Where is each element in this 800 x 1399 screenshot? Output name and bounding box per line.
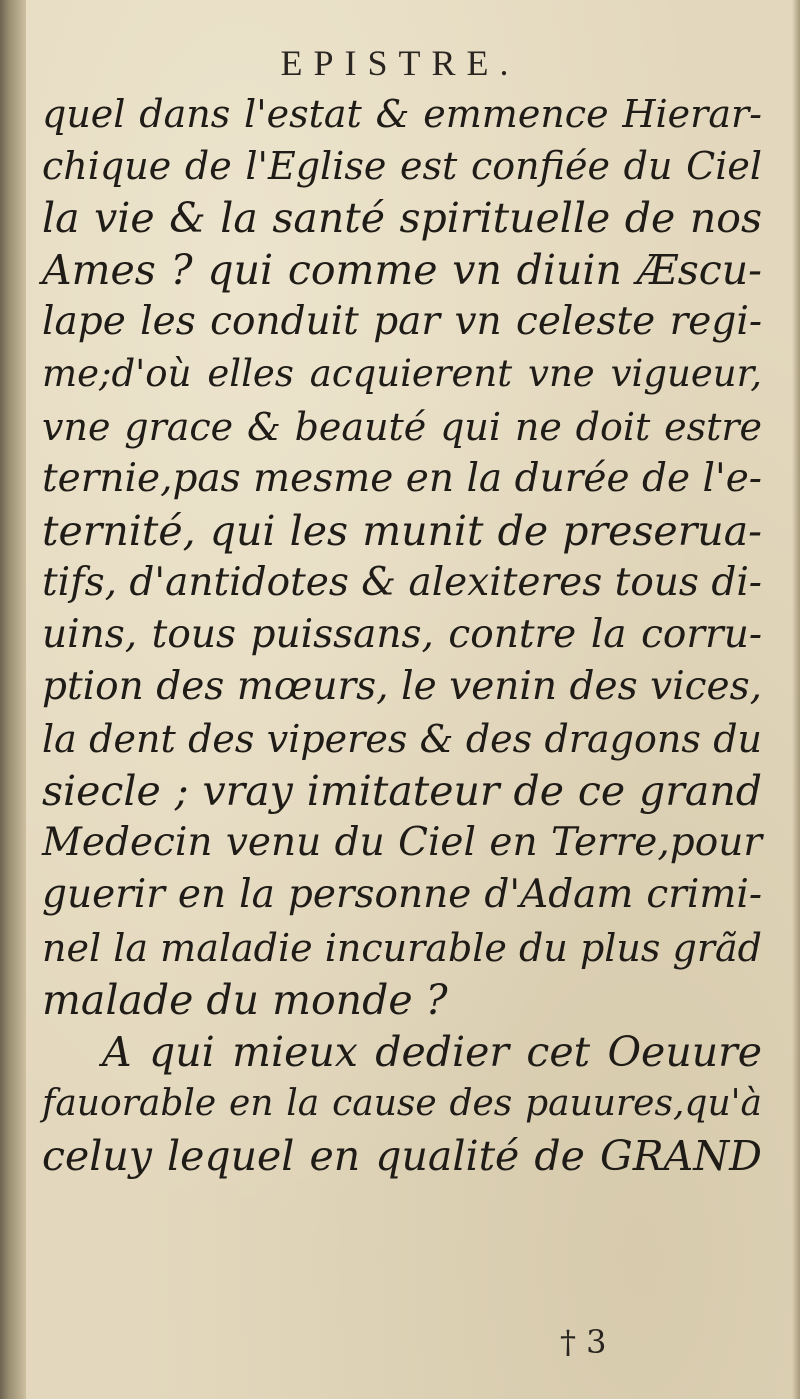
text-line: malade du monde ? — [42, 975, 448, 1024]
text-line: tifs, d'antidotes & alexiteres tous di- — [42, 559, 762, 605]
text-line: la dent des viperes & des dragons du — [42, 717, 762, 762]
running-head: EPISTRE. — [280, 43, 520, 83]
text-line: nel la maladie incurable du plus grãd — [42, 925, 762, 970]
text-line: Ames ? qui comme vn diuin Æscu- — [42, 246, 762, 295]
text-line: fauorable en la cause des pauures,qu'à — [42, 1082, 762, 1124]
text-line: vne grace & beauté qui ne doit estre — [42, 404, 762, 449]
page-gutter-shadow — [0, 0, 26, 1399]
text-line: quel dans l'estat & emmence Hierar- — [42, 92, 762, 136]
text-line: me;d'où elles acquierent vne vigueur, — [42, 352, 762, 396]
text-line: celuy lequel en qualité de GRAND — [42, 1131, 762, 1180]
text-line: la vie & la santé spirituelle de nos — [42, 194, 762, 243]
text-line: ternité, qui les munit de preserua- — [42, 506, 762, 555]
text-line: uins, tous puissans, contre la corru- — [42, 611, 762, 657]
text-line: chique de l'Eglise est confiée du Ciel — [42, 144, 762, 189]
signature-mark: † 3 — [560, 1323, 607, 1361]
body-text — [42, 88, 762, 1182]
paragraph-first-line: A qui mieux dedier cet Oeuure — [102, 1027, 762, 1076]
text-line: lape les conduit par vn celeste regi- — [42, 299, 762, 345]
page-edge-shadow — [792, 0, 800, 1399]
text-line: ternie,pas mesme en la durée de l'e- — [42, 455, 762, 501]
text-line: ption des mœurs, le venin des vices, — [42, 664, 762, 710]
text-line: Medecin venu du Ciel en Terre,pour — [42, 820, 762, 866]
text-line: siecle ; vray imitateur de ce grand — [42, 767, 762, 816]
text-line: guerir en la personne d'Adam crimi- — [42, 872, 762, 918]
